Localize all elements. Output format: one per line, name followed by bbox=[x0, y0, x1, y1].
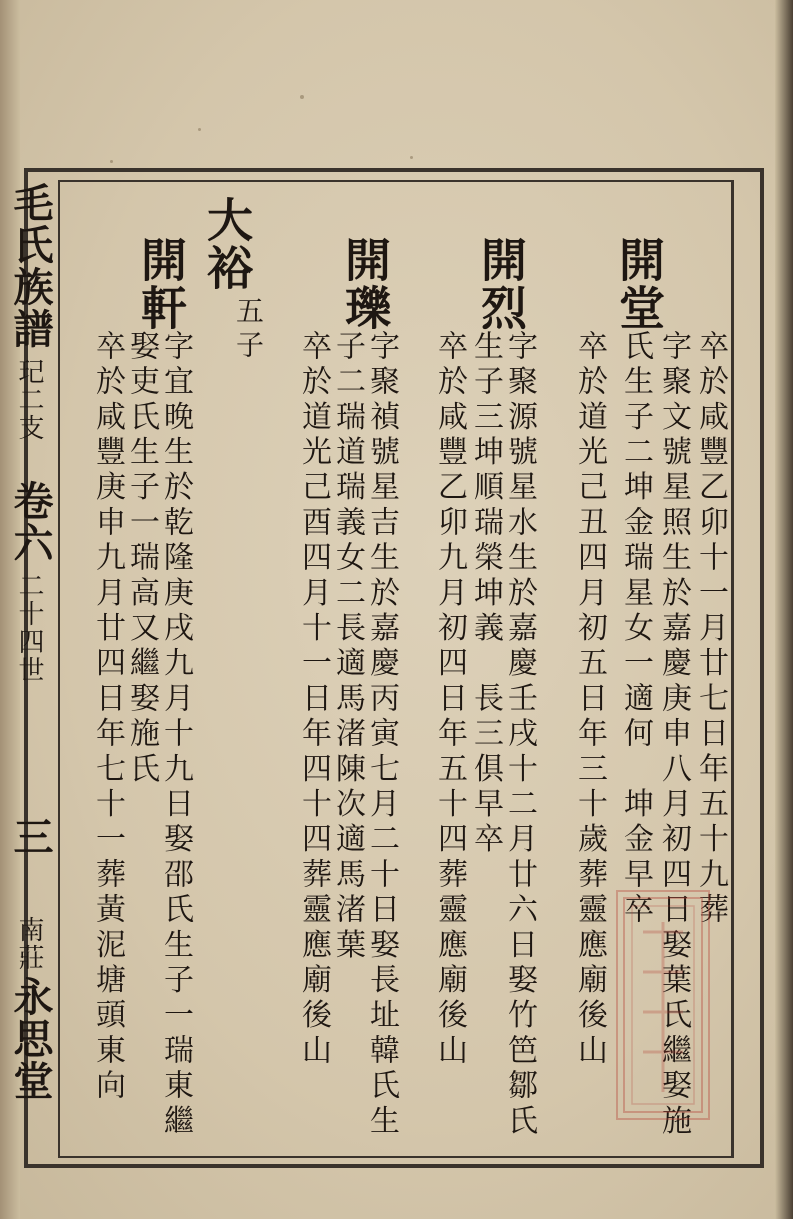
entry-kaili-line3: 卒於道光己酉四月十一日年四十四葬靈應廟後山 bbox=[296, 330, 331, 1070]
entry-name-kaili: 開瓅 bbox=[338, 236, 392, 332]
volume-label: 卷六 bbox=[7, 480, 54, 564]
entry-kaili-line1: 字聚禎號星吉生於嘉慶丙寅七月二十日娶長址韓氏生 bbox=[364, 330, 399, 1140]
entry-name-kaixuan: 開軒 bbox=[134, 236, 188, 332]
entry-kaixuan-line1: 字宜晚生於乾隆庚戌九月十九日娶邵氏生子一瑞東繼 bbox=[158, 330, 193, 1140]
entry-kaitang-line2: 氏生子二坤金瑞星女一適何 坤金早卒 bbox=[618, 330, 653, 929]
page-number: 三 bbox=[7, 816, 54, 858]
continuation-line: 卒於咸豐乙卯十一月廿七日年五十九葬 bbox=[693, 330, 728, 929]
entry-kaitang-line1: 字聚文號星照生於嘉慶庚申八月初四日娶葉氏繼娶施 bbox=[656, 330, 691, 1140]
entry-kaixuan-line2: 娶吏氏生子一瑞高又繼娶施氏 bbox=[124, 330, 159, 788]
branch-label: 玘二支 bbox=[14, 358, 44, 442]
paper-spot bbox=[110, 160, 113, 163]
red-seal-stamp bbox=[616, 890, 710, 1120]
entry-kaitang-line3: 卒於道光己丑四月初五日年三十歲葬靈應廟後山 bbox=[572, 330, 607, 1070]
book-right-edge bbox=[775, 0, 793, 1219]
location-label: 南莊 bbox=[14, 916, 44, 972]
entry-dayu-note: 五子 bbox=[232, 296, 265, 364]
paper-spot bbox=[198, 128, 201, 131]
entry-kailie-line2: 生子三坤順瑞榮坤義 長三俱早卒 bbox=[468, 330, 503, 858]
paper-spot bbox=[300, 95, 304, 99]
entry-kailie-line3: 卒於咸豐乙卯九月初四日年五十四葬靈應廟後山 bbox=[432, 330, 467, 1070]
book-title: 毛氏族譜 bbox=[7, 182, 54, 350]
paper-spot bbox=[410, 156, 413, 159]
entry-name-dayu: 大裕 bbox=[200, 196, 254, 292]
entry-kaixuan-line3: 卒於咸豐庚申九月廿四日年七十一葬黃泥塘頭東向 bbox=[90, 330, 125, 1105]
entry-name-kailie: 開烈 bbox=[474, 236, 528, 332]
generation-label: 二十四世 bbox=[14, 572, 44, 684]
hall-name: 永思堂 bbox=[7, 976, 54, 1102]
entry-kaili-line2: 子二瑞道瑞義女二長適馬渚陳次適馬渚葉 bbox=[330, 330, 365, 964]
seal-pattern bbox=[618, 892, 708, 1118]
entry-kailie-line1: 字聚源號星水生於嘉慶壬戌十二月廿六日娶竹笆鄒氏 bbox=[502, 330, 537, 1140]
entry-name-kaitang: 開堂 bbox=[612, 236, 666, 332]
